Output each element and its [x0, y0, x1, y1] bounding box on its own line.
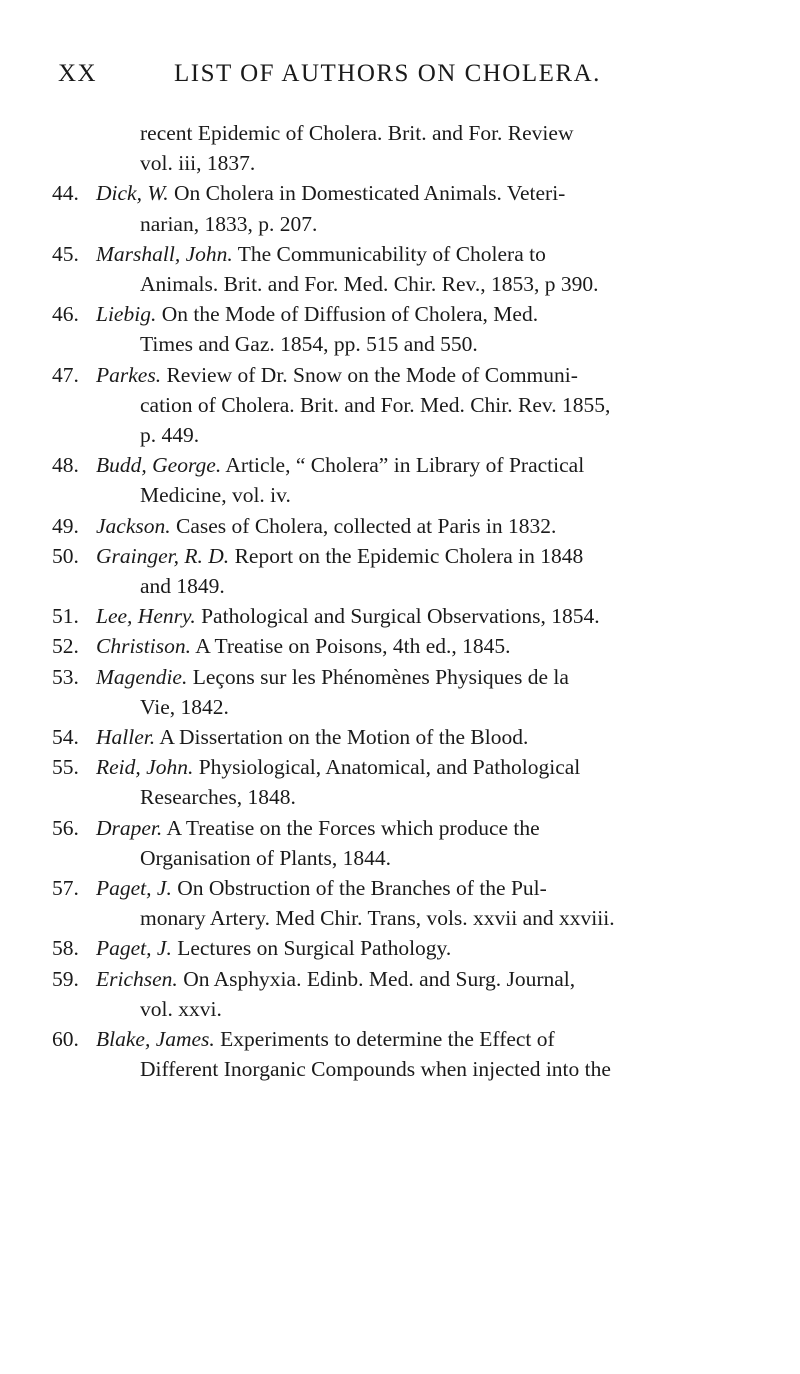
author-entry: [52, 511, 752, 541]
page-title: LIST OF AUTHORS ON CHOLERA.: [174, 60, 601, 87]
entry-number: 52.: [52, 634, 79, 659]
entry-continuation-line: and 1849.: [140, 574, 225, 599]
entry-number: 50.: [52, 543, 79, 568]
entry-continuation-line: monary Artery. Med Chir. Trans, vols. xxvii and xxviii.: [140, 906, 615, 931]
author-name: Magendie.: [96, 664, 188, 689]
author-entry: [52, 964, 752, 1024]
entry-first-line: [96, 933, 752, 963]
entry-text: Experiments to determine the Effect of: [214, 1027, 555, 1052]
entry-continuation-line: vol. xxvi.: [140, 996, 222, 1021]
author-list: [52, 118, 752, 1085]
entry-first-line: [96, 873, 752, 903]
page-number: XX: [58, 60, 98, 87]
entry-first-line: [96, 662, 752, 692]
author-name: Dick, W.: [96, 181, 169, 206]
author-name: Draper.: [96, 815, 163, 840]
author-name: Paget, J.: [96, 876, 172, 901]
entry-first-line: [96, 1024, 752, 1054]
entry-first-line: [96, 239, 752, 269]
entry-text: Review of Dr. Snow on the Mode of Communi-: [161, 362, 578, 387]
entry-text: Article, “ Cholera” in Library of Practical: [221, 453, 585, 478]
entry-text: A Dissertation on the Motion of the Blood.: [155, 725, 529, 750]
entry-text: On Cholera in Domesticated Animals. Veteri-: [168, 181, 566, 206]
carryover-line: recent Epidemic of Cholera. Brit. and For. Review: [140, 121, 574, 145]
author-entry: [52, 299, 752, 359]
entry-continuation-line: p. 449.: [140, 423, 200, 448]
author-entry: [52, 752, 752, 812]
entry-text: On Obstruction of the Branches of the Pul-: [171, 876, 547, 901]
author-entry: [52, 450, 752, 510]
entry-number: 44.: [52, 181, 79, 206]
entry-number: 58.: [52, 936, 79, 961]
entry-first-line: [96, 360, 752, 390]
entry-first-line: [96, 631, 752, 661]
author-entry: [52, 1024, 752, 1084]
carryover-entry: [52, 118, 752, 178]
entry-first-line: [96, 541, 752, 571]
entry-text: Pathological and Surgical Observations, 1854.: [195, 604, 600, 629]
author-name: Liebig.: [96, 302, 157, 327]
entry-number: 48.: [52, 453, 79, 478]
author-name: Erichsen.: [96, 966, 178, 991]
running-header: [58, 60, 718, 92]
carryover-line: vol. iii, 1837.: [140, 151, 256, 176]
entry-number: 60.: [52, 1027, 79, 1052]
entry-number: 54.: [52, 725, 79, 750]
entry-continuation-line: Different Inorganic Compounds when injected into the: [140, 1057, 611, 1082]
entry-text: A Treatise on Poisons, 4th ed., 1845.: [191, 634, 511, 659]
entry-first-line: [96, 722, 752, 752]
entry-continuation-line: narian, 1833, p. 207.: [140, 211, 318, 236]
author-entry: [52, 360, 752, 451]
author-entry: [52, 178, 752, 238]
author-name: Reid, John.: [96, 755, 194, 780]
author-name: Parkes.: [96, 362, 162, 387]
entry-text: Report on the Epidemic Cholera in 1848: [229, 543, 584, 568]
author-entry: [52, 541, 752, 601]
entry-text: Lectures on Surgical Pathology.: [171, 936, 452, 961]
entry-number: 47.: [52, 362, 79, 387]
entry-text: The Communicability of Cholera to: [232, 241, 546, 266]
entry-text: Leçons sur les Phénomènes Physiques de la: [187, 664, 569, 689]
author-entry: [52, 662, 752, 722]
entry-text: On the Mode of Diffusion of Cholera, Med.: [156, 302, 539, 327]
entry-continuation-line: Vie, 1842.: [140, 694, 229, 719]
entry-first-line: [96, 964, 752, 994]
entry-first-line: [96, 299, 752, 329]
author-entry: [52, 873, 752, 933]
author-name: Christison.: [96, 634, 191, 659]
entry-number: 46.: [52, 302, 79, 327]
entry-continuation-line: Animals. Brit. and For. Med. Chir. Rev., 1853, p 390.: [140, 272, 599, 297]
author-name: Grainger, R. D.: [96, 543, 230, 568]
entry-text: On Asphyxia. Edinb. Med. and Surg. Journal,: [177, 966, 576, 991]
entry-continuation-line: Times and Gaz. 1854, pp. 515 and 550.: [140, 332, 478, 357]
author-name: Paget, J.: [96, 936, 172, 961]
entry-continuation-line: Organisation of Plants, 1844.: [140, 845, 392, 870]
entry-number: 49.: [52, 513, 79, 538]
entry-text: Physiological, Anatomical, and Pathological: [193, 755, 581, 780]
author-name: Marshall, John.: [96, 241, 233, 266]
author-name: Budd, George.: [96, 453, 222, 478]
author-entry: [52, 601, 752, 631]
entry-first-line: [96, 511, 752, 541]
entry-continuation-line: Medicine, vol. iv.: [140, 483, 291, 508]
author-name: Lee, Henry.: [96, 604, 196, 629]
entry-first-line: [96, 601, 752, 631]
entry-first-line: [96, 813, 752, 843]
entry-text: Cases of Cholera, collected at Paris in 1832.: [170, 513, 557, 538]
entry-number: 53.: [52, 664, 79, 689]
entry-number: 51.: [52, 604, 79, 629]
author-entry: [52, 631, 752, 661]
author-name: Jackson.: [96, 513, 171, 538]
entry-number: 59.: [52, 966, 79, 991]
entry-first-line: [96, 178, 752, 208]
author-entry: [52, 813, 752, 873]
author-name: Blake, James.: [96, 1027, 215, 1052]
author-entry: [52, 933, 752, 963]
author-name: Haller.: [96, 725, 156, 750]
entry-number: 57.: [52, 876, 79, 901]
entry-number: 45.: [52, 241, 79, 266]
entry-first-line: [96, 752, 752, 782]
entry-text: A Treatise on the Forces which produce the: [162, 815, 540, 840]
entry-continuation-line: Researches, 1848.: [140, 785, 296, 810]
entry-continuation-line: cation of Cholera. Brit. and For. Med. Chir. Rev. 1855,: [140, 392, 611, 417]
author-entry: [52, 239, 752, 299]
entry-number: 55.: [52, 755, 79, 780]
author-entry: [52, 722, 752, 752]
entry-number: 56.: [52, 815, 79, 840]
entry-first-line: [96, 450, 752, 480]
